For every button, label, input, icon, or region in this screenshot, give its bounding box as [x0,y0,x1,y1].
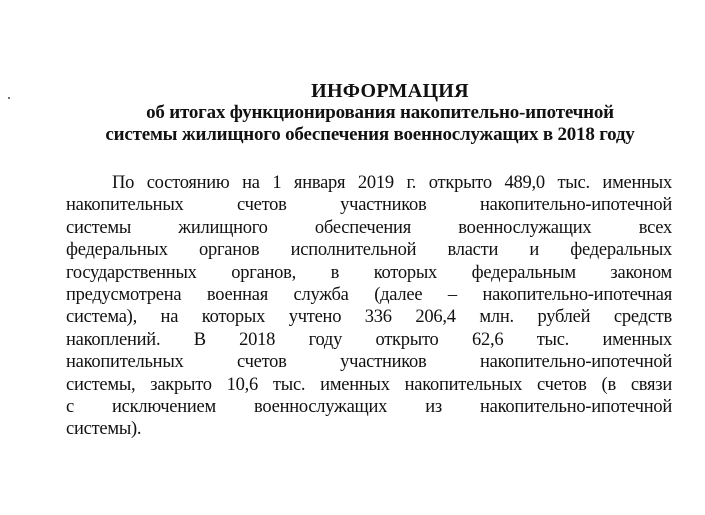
paragraph-line: федеральных органов исполнительной власти и федеральных [66,240,672,261]
paragraph-line: государственных органов, в которых федеральным законом [66,262,672,283]
document-title: ИНФОРМАЦИЯ [311,80,469,102]
scan-speck [8,97,10,99]
paragraph-line: накопительных счетов участников накопительно-ипотечной [66,352,672,373]
paragraph-line: система), на которых учтено 336 206,4 млн. рублей средств [66,307,672,328]
document-paragraph [66,172,672,441]
paragraph-line: предусмотрена военная служба (далее – накопительно-ипотечная [66,284,672,305]
document-heading [50,80,690,146]
paragraph-line: накопительных счетов участников накопительно-ипотечной [66,195,672,216]
paragraph-line: По состоянию на 1 января 2019 г. открыто 489,0 тыс. именных [112,173,672,193]
paragraph-line: системы). [66,419,142,440]
document-subtitle-line-1: об итогах функционирования накопительно-ипотечной [146,102,614,123]
paragraph-line: накоплений. В 2018 году открыто 62,6 тыс. именных [66,329,672,350]
document-subtitle-line-2: системы жилищного обеспечения военнослужащих в 2018 году [105,124,635,145]
paragraph-line: системы, закрыто 10,6 тыс. именных накопительных счетов (в связи [66,374,672,395]
paragraph-line: системы жилищного обеспечения военнослужащих всех [66,217,672,238]
paragraph-line: с исключением военнослужащих из накопительно-ипотечной [66,396,672,417]
